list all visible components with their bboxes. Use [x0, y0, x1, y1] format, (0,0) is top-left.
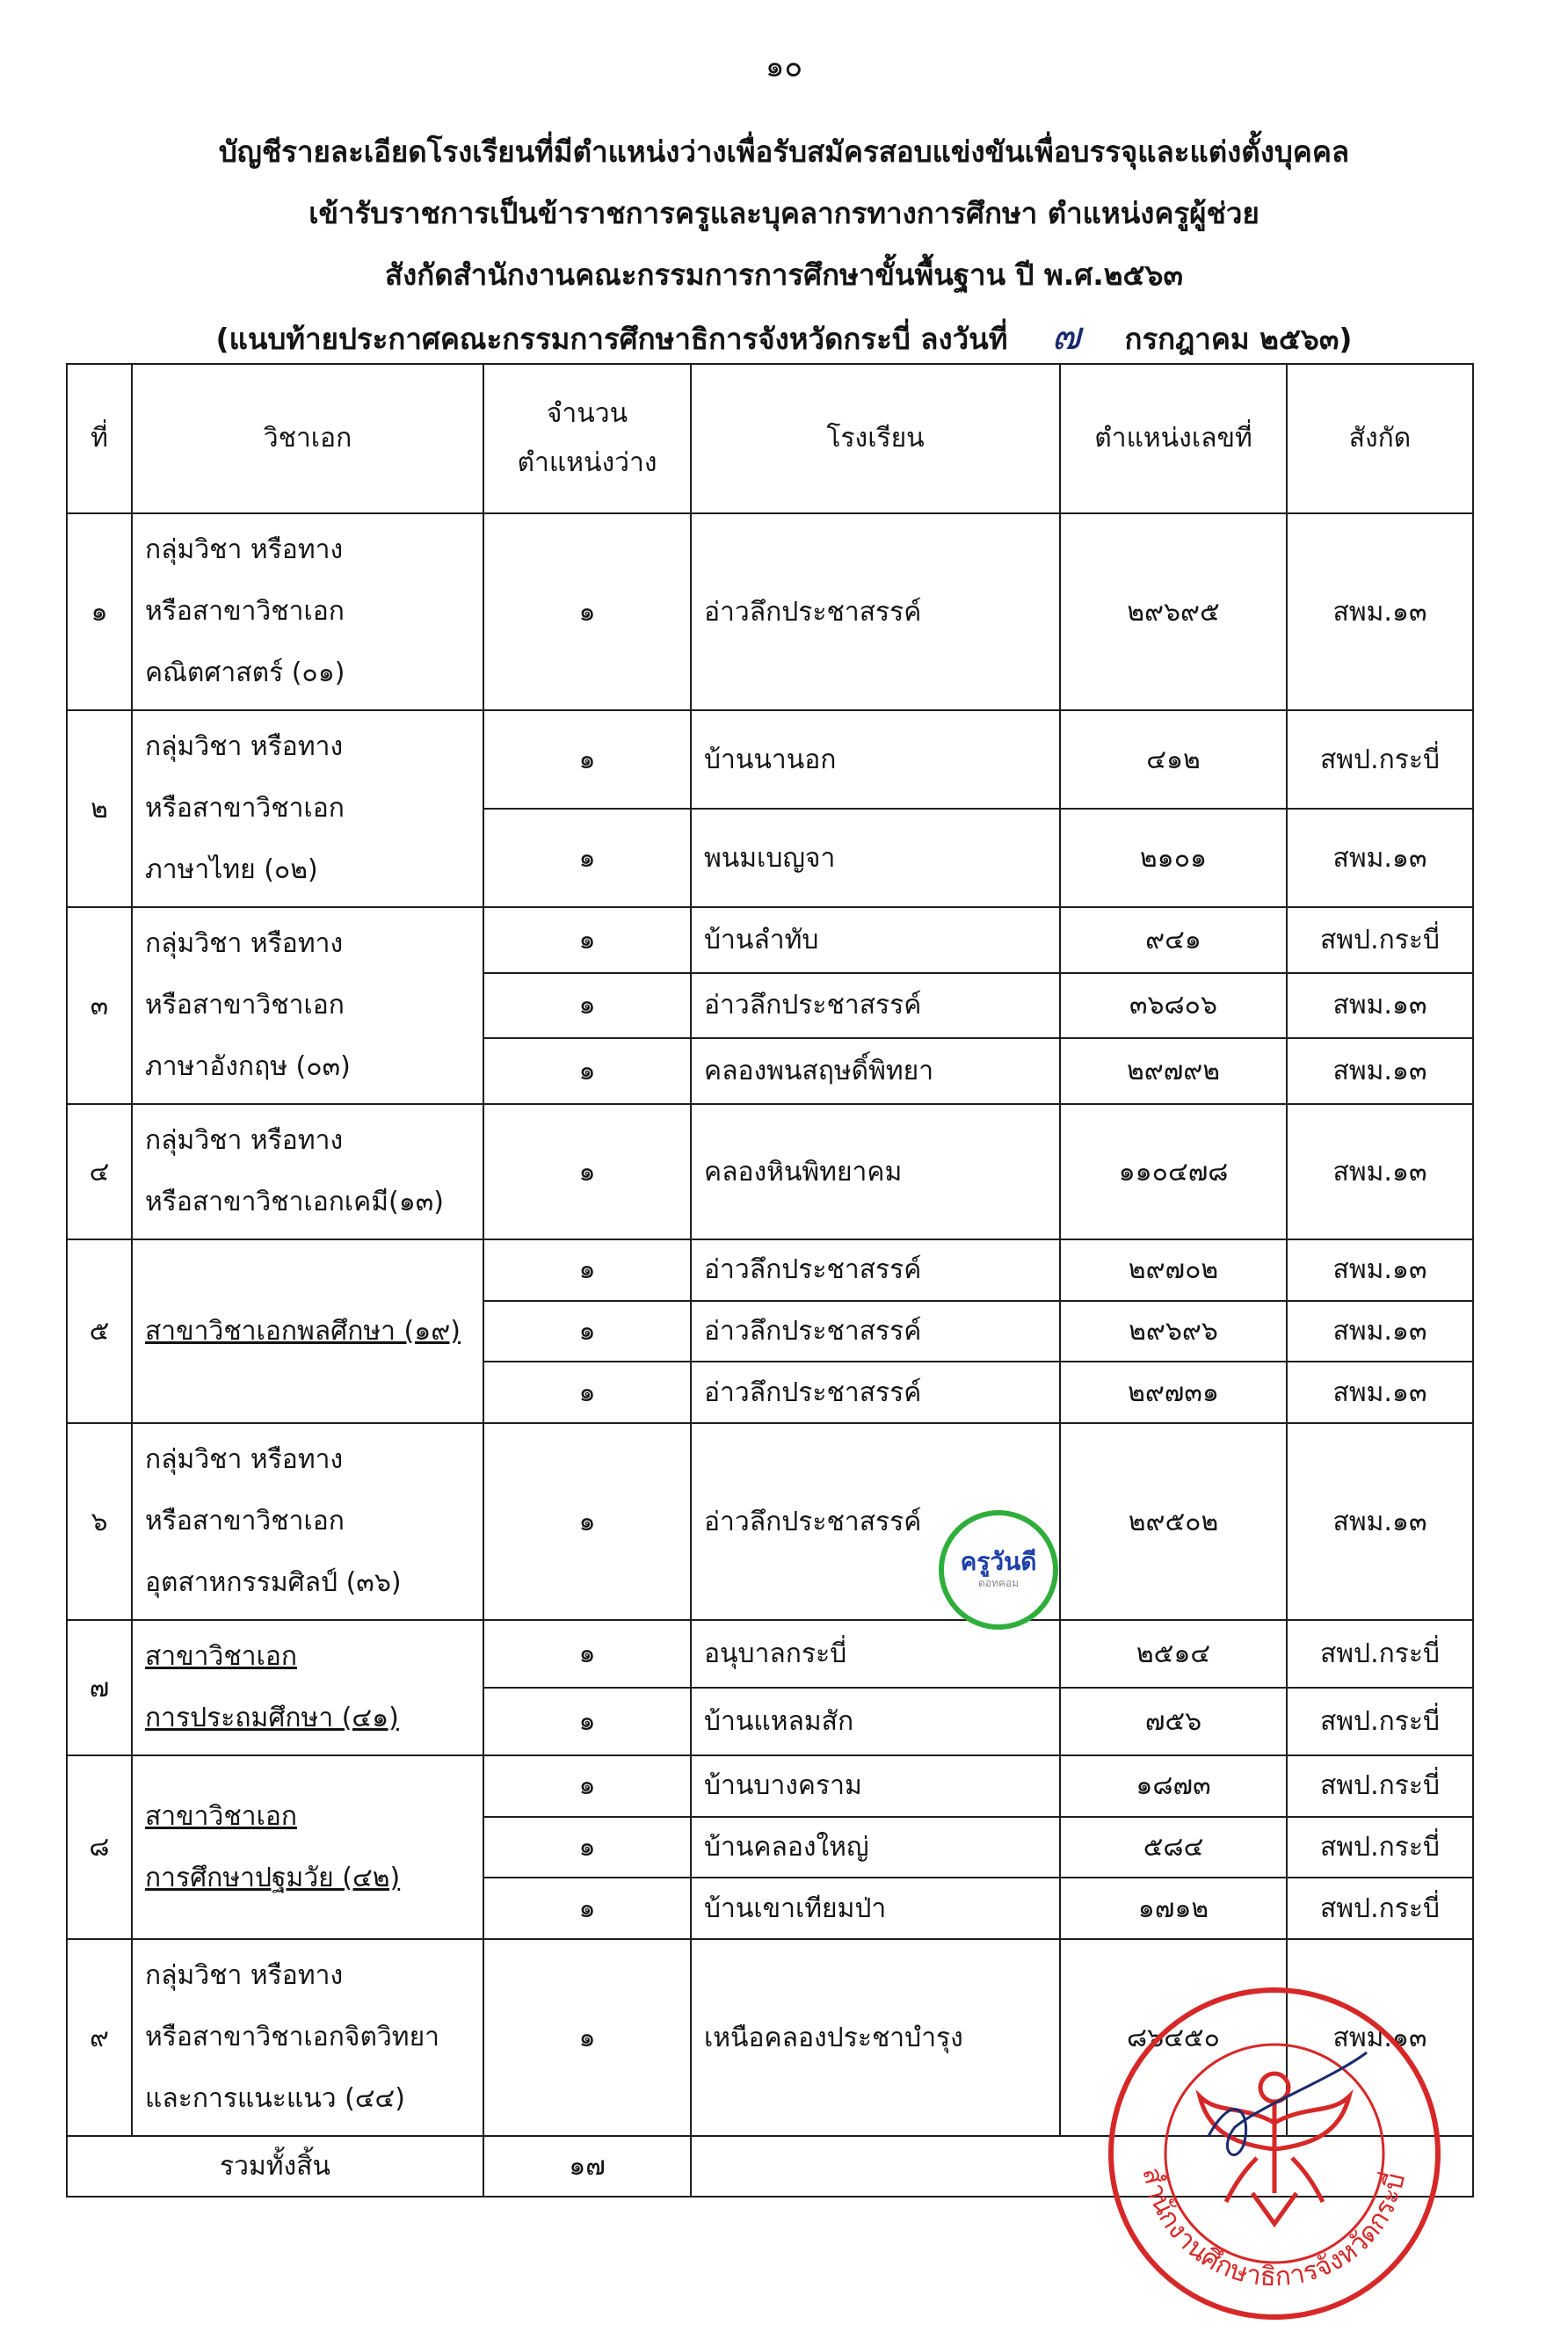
subject-line [145, 1172, 470, 1233]
attachment-note: (แนบท้ายประกาศคณะกรรมการศึกษาธิการจังหวัดกระบี่ ลงวันที่ [215, 322, 1008, 356]
title-line-4 [0, 306, 1568, 370]
subject-line [145, 643, 470, 704]
position-number: ๓๖๘๐๖ [1060, 973, 1287, 1039]
subject-line-text: กลุ่มวิชา หรือทาง [145, 1444, 344, 1475]
vacancy-count: ๑ [483, 973, 691, 1039]
title-line-1: บัญชีรายละเอียดโรงเรียนที่มีตำแหน่งว่างเพื่อรับสมัครสอบแข่งขันเพื่อบรรจุและแต่งตั้งบุคคล [218, 134, 1350, 169]
position-number: ๑๘๗๓ [1060, 1755, 1287, 1817]
affiliation: สพม.๑๓ [1287, 1104, 1473, 1239]
position-number: ๒๙๗๓๑ [1060, 1362, 1287, 1423]
school-name: อนุบาลกระบี่ [691, 1620, 1060, 1688]
watermark-main-text: ครูวันดี [960, 1546, 1037, 1576]
subject-line-text: หรือสาขาวิชาเอก [145, 793, 345, 824]
position-number: ๒๕๑๔ [1060, 1620, 1287, 1688]
subject-cell [132, 1620, 483, 1755]
total-label: รวมทั้งสิ้น [67, 2136, 483, 2197]
header-position: ตำแหน่งเลขที่ [1060, 364, 1287, 513]
vacancy-count: ๑ [483, 809, 691, 907]
affiliation: สพป.กระบี่ [1287, 1688, 1473, 1755]
subject-cell [132, 1423, 483, 1620]
vacancy-count: ๑ [483, 907, 691, 973]
subject-line-text: กลุ่มวิชา หรือทาง [145, 1125, 344, 1156]
position-number: ๘๖๔๕๐ [1060, 1939, 1287, 2136]
subject-line [145, 913, 470, 975]
affiliation: สพม.๑๓ [1287, 809, 1473, 907]
total-qty: ๑๗ [483, 2136, 691, 2197]
school-name: บ้านนานอก [691, 710, 1060, 809]
subject-line-text: อุตสาหกรรมศิลป์ (๓๖) [145, 1567, 402, 1598]
position-number: ๒๙๖๙๖ [1060, 1301, 1287, 1362]
subject-line-text: คณิตศาสตร์ (๐๑) [145, 657, 345, 688]
subject-cell [132, 513, 483, 710]
school-name: อ่าวลึกประชาสรรค์ [691, 1362, 1060, 1423]
affiliation: สพม.๑๓ [1287, 1038, 1473, 1104]
title-line-3: สังกัดสำนักงานคณะกรรมการการศึกษาขั้นพื้นฐาน ปี พ.ศ.๒๕๖๓ [384, 258, 1183, 292]
subject-line-text: สาขาวิชาเอก [145, 1800, 297, 1832]
subject-line-text: กลุ่มวิชา หรือทาง [145, 731, 344, 762]
row-number: ๒ [67, 710, 132, 907]
table-header-row [67, 364, 1473, 513]
table-body [67, 513, 1473, 2136]
subject-line-text: สาขาวิชาเอกพลศึกษา (๑๙) [145, 1315, 461, 1347]
attachment-month-year: กรกฎาคม ๒๕๖๓) [1124, 322, 1353, 356]
school-name: บ้านแหลมสัก [691, 1688, 1060, 1755]
table-row [67, 710, 1473, 809]
subject-line [145, 1552, 470, 1614]
position-number: ๒๙๗๐๒ [1060, 1239, 1287, 1301]
subject-line-text: กลุ่มวิชา หรือทาง [145, 928, 344, 959]
subject-cell [132, 1755, 483, 1939]
subject-cell [132, 1239, 483, 1423]
row-number: ๑ [67, 513, 132, 710]
row-number: ๖ [67, 1423, 132, 1620]
vacancy-count: ๑ [483, 1301, 691, 1362]
subject-line [145, 839, 470, 901]
document-title [0, 121, 1568, 370]
position-number: ๙๔๑ [1060, 907, 1287, 973]
school-name: พนมเบญจา [691, 809, 1060, 907]
row-number: ๗ [67, 1620, 132, 1755]
subject-line-text: หรือสาขาวิชาเอกเคมี(๑๓) [145, 1187, 444, 1217]
row-number: ๕ [67, 1239, 132, 1423]
subject-line [145, 1786, 470, 1848]
vacancy-count: ๑ [483, 710, 691, 809]
school-name: บ้านคลองใหญ่ [691, 1817, 1060, 1878]
subject-line [145, 778, 470, 839]
school-name: บ้านลำทับ [691, 907, 1060, 973]
header-subject: วิชาเอก [132, 364, 483, 513]
subject-line [145, 2068, 470, 2130]
position-number: ๕๘๔ [1060, 1817, 1287, 1878]
position-number: ๒๑๐๑ [1060, 809, 1287, 907]
affiliation: สพป.กระบี่ [1287, 1817, 1473, 1878]
vacancy-count: ๑ [483, 1939, 691, 2136]
vacancy-count: ๑ [483, 1423, 691, 1620]
subject-line-text: กลุ่มวิชา หรือทาง [145, 534, 344, 565]
header-qty-line2: ตำแหน่งว่าง [517, 447, 657, 478]
subject-line-text: ภาษาอังกฤษ (๐๓) [145, 1051, 351, 1082]
subject-line-text: หรือสาขาวิชาเอก [145, 596, 345, 627]
position-number: ๔๑๒ [1060, 710, 1287, 809]
header-qty [483, 364, 691, 513]
subject-cell [132, 1939, 483, 2136]
school-name: อ่าวลึกประชาสรรค์ [691, 1301, 1060, 1362]
vacancy-table [66, 363, 1474, 2198]
subject-line-text: กลุ่มวิชา หรือทาง [145, 1960, 344, 1991]
table-row [67, 1620, 1473, 1688]
school-name: อ่าวลึกประชาสรรค์ [691, 513, 1060, 710]
table-row [67, 513, 1473, 710]
school-name: เหนือคลองประชาบำรุง [691, 1939, 1060, 2136]
table-row [67, 1239, 1473, 1301]
school-name: อ่าวลึกประชาสรรค์ [691, 1423, 1060, 1620]
vacancy-count: ๑ [483, 1688, 691, 1755]
subject-line [145, 975, 470, 1036]
subject-line [145, 519, 470, 581]
row-number: ๔ [67, 1104, 132, 1239]
watermark-logo [939, 1510, 1058, 1630]
table-row [67, 1104, 1473, 1239]
school-name: อ่าวลึกประชาสรรค์ [691, 973, 1060, 1039]
table-row [67, 1423, 1473, 1620]
affiliation: สพม.๑๓ [1287, 1939, 1473, 2136]
subject-line [145, 1036, 470, 1098]
affiliation: สพม.๑๓ [1287, 513, 1473, 710]
vacancy-count: ๑ [483, 1620, 691, 1688]
vacancy-count: ๑ [483, 1817, 691, 1878]
affiliation: สพป.กระบี่ [1287, 1620, 1473, 1688]
school-name: คลองพนสฤษดิ์พิทยา [691, 1038, 1060, 1104]
vacancy-count: ๑ [483, 1878, 691, 1939]
subject-line [145, 1301, 470, 1362]
subject-line [145, 716, 470, 778]
handwritten-day: ๗ [1051, 314, 1081, 359]
position-number: ๑๑๐๔๗๘ [1060, 1104, 1287, 1239]
subject-line-text: การประถมศึกษา (๔๑) [145, 1703, 399, 1733]
subject-line-text: การศึกษาปฐมวัย (๔๒) [145, 1862, 401, 1893]
header-affiliation: สังกัด [1287, 364, 1473, 513]
position-number: ๒๙๗๙๒ [1060, 1038, 1287, 1104]
affiliation: สพป.กระบี่ [1287, 1878, 1473, 1939]
subject-line [145, 581, 470, 643]
subject-cell [132, 710, 483, 907]
school-name: คลองหินพิทยาคม [691, 1104, 1060, 1239]
page-number: ๑๐ [765, 49, 803, 84]
header-no: ที่ [67, 364, 132, 513]
table-row [67, 1755, 1473, 1817]
subject-line-text: หรือสาขาวิชาเอกจิตวิทยา [145, 2022, 440, 2052]
subject-cell [132, 907, 483, 1104]
title-line-2: เข้ารับราชการเป็นข้าราชการครูและบุคลากรทางการศึกษา ตำแหน่งครูผู้ช่วย [309, 196, 1259, 230]
vacancy-count: ๑ [483, 1038, 691, 1104]
position-number: ๗๕๖ [1060, 1688, 1287, 1755]
affiliation: สพป.กระบี่ [1287, 907, 1473, 973]
header-qty-line1: จำนวน [546, 398, 628, 429]
row-number: ๙ [67, 1939, 132, 2136]
affiliation: สพม.๑๓ [1287, 973, 1473, 1039]
subject-line [145, 1429, 470, 1491]
affiliation: สพป.กระบี่ [1287, 1755, 1473, 1817]
position-number: ๑๗๑๒ [1060, 1878, 1287, 1939]
subject-line [145, 2007, 470, 2068]
subject-line [145, 1110, 470, 1172]
subject-line-text: หรือสาขาวิชาเอก [145, 1506, 345, 1537]
subject-line-text: หรือสาขาวิชาเอก [145, 990, 345, 1021]
garuda-emblem-icon [1200, 2074, 1349, 2224]
watermark-sub-text: ดอทคอม [977, 1576, 1020, 1589]
affiliation: สพป.กระบี่ [1287, 710, 1473, 809]
affiliation: สพม.๑๓ [1287, 1301, 1473, 1362]
vacancy-count: ๑ [483, 513, 691, 710]
school-name: อ่าวลึกประชาสรรค์ [691, 1239, 1060, 1301]
vacancy-count: ๑ [483, 1362, 691, 1423]
subject-cell [132, 1104, 483, 1239]
official-seal [1103, 1982, 1446, 2325]
subject-line [145, 1626, 470, 1688]
affiliation: สพม.๑๓ [1287, 1239, 1473, 1301]
table-row [67, 907, 1473, 973]
subject-line [145, 1945, 470, 2007]
affiliation: สพม.๑๓ [1287, 1362, 1473, 1423]
position-number: ๒๙๕๐๒ [1060, 1423, 1287, 1620]
header-school: โรงเรียน [691, 364, 1060, 513]
affiliation: สพม.๑๓ [1287, 1423, 1473, 1620]
seal-text: สำนักงานศึกษาธิการจังหวัดกระบี่ [1136, 2164, 1412, 2293]
subject-line [145, 1491, 470, 1552]
vacancy-count: ๑ [483, 1239, 691, 1301]
row-number: ๓ [67, 907, 132, 1104]
subject-line [145, 1688, 470, 1749]
vacancy-count: ๑ [483, 1755, 691, 1817]
row-number: ๘ [67, 1755, 132, 1939]
subject-line-text: สาขาวิชาเอก [145, 1641, 297, 1672]
vacancy-count: ๑ [483, 1104, 691, 1239]
subject-line [145, 1848, 470, 1909]
school-name: บ้านเขาเทียมป่า [691, 1878, 1060, 1939]
subject-line-text: ภาษาไทย (๐๒) [145, 854, 318, 885]
position-number: ๒๙๖๙๕ [1060, 513, 1287, 710]
subject-line-text: และการแนะแนว (๔๔) [145, 2083, 405, 2114]
school-name: บ้านบางคราม [691, 1755, 1060, 1817]
